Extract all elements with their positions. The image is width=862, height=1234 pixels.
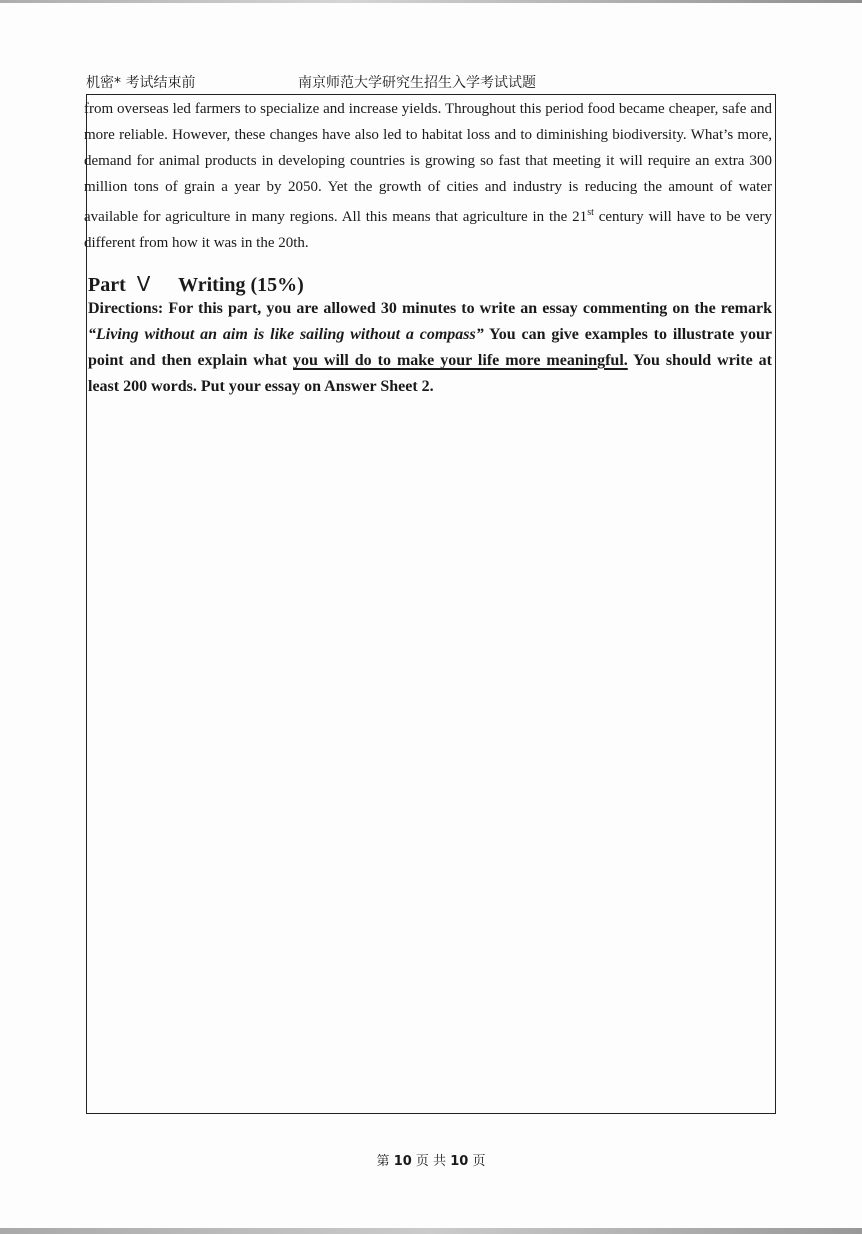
directions-middle: You can give examples to illustrate your point and then explain what	[88, 326, 773, 369]
passage-paragraph: from overseas led farmers to specialize and increase yields. Throughout this period food became cheaper, safe and more reliable. However, these changes have also led to habitat loss and to diminishing biodiversity. What’s more, demand for animal products in developing countries is growing so fast that meeting it will require an extra 300 million tons of grain a year by 2050. Yet the growth of cities and industry is reducing the amount of water available for agriculture in many regions. All this means that agriculture in the 21st century will have to be very different from how it was in the 20th.	[84, 101, 772, 251]
footer-middle: 页 共	[415, 1154, 447, 1169]
part-numeral: V	[136, 272, 151, 296]
part-heading	[88, 272, 304, 297]
reading-passage	[84, 96, 772, 256]
directions-lead: Directions: For this part, you are allowed 30 minutes to write an essay commenting on the remark	[88, 300, 772, 317]
footer-suffix: 页	[472, 1154, 486, 1169]
exam-title: 南京师范大学研究生招生入学考试试题	[298, 75, 536, 91]
part-label: Part	[88, 274, 126, 296]
writing-directions	[88, 296, 772, 400]
footer-page-number: 10	[393, 1154, 412, 1169]
page-footer	[0, 1150, 862, 1169]
footer-prefix: 第	[376, 1154, 390, 1169]
scan-edge-bottom	[0, 1228, 862, 1234]
directions-underlined: you will do to make your life more meaningful.	[293, 352, 628, 369]
confidential-label: 机密* 考试结束前	[86, 75, 196, 91]
footer-total-pages: 10	[450, 1154, 469, 1169]
directions-quote: “Living without an aim is like sailing without a compass”	[88, 326, 484, 343]
scan-edge-top	[0, 0, 862, 3]
directions-tail: You should write at least 200 words. Put your essay on Answer Sheet 2.	[88, 352, 772, 395]
part-title-text: Writing (15%)	[178, 274, 304, 296]
page-header	[86, 72, 776, 94]
